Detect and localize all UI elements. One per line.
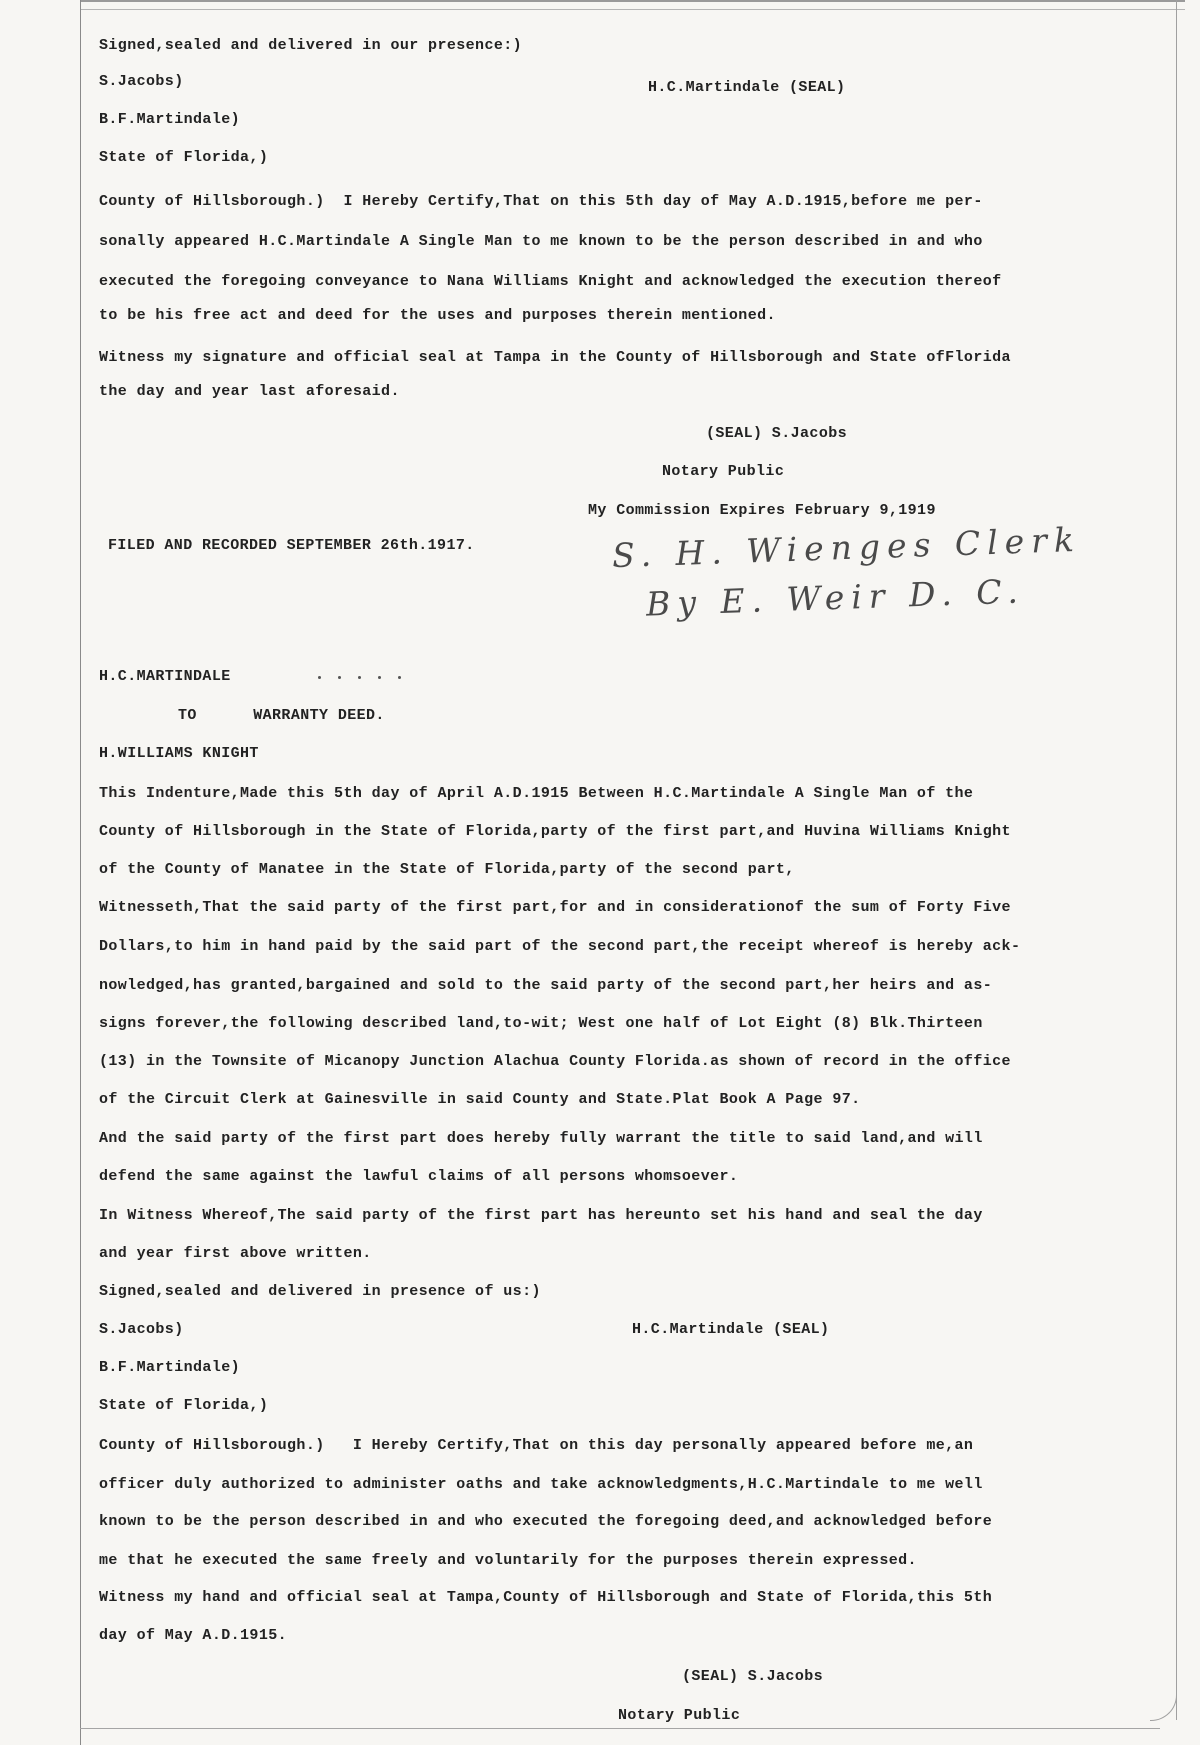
grantor-signature: H.C.Martindale (SEAL) — [632, 1321, 830, 1338]
deed-body-line: Dollars,to him in hand paid by the said part of the second part,the receipt whereof is hereby ack- — [99, 938, 1021, 955]
signed-sealed-line: Signed,sealed and delivered in our presence:) — [99, 37, 523, 54]
deed-body-line: nowledged,has granted,bargained and sold to the said party of the second part,her heirs and as- — [99, 977, 993, 994]
witness-1: S.Jacobs) — [99, 1321, 184, 1338]
filed-and-recorded: FILED AND RECORDED SEPTEMBER 26th.1917. — [108, 537, 475, 554]
state-line: State of Florida,) — [99, 149, 269, 166]
deed-heading-grantee: H.WILLIAMS KNIGHT — [99, 745, 259, 762]
certificate-line-2: sonally appeared H.C.Martindale A Single Man to me known to be the person described in and who — [99, 233, 983, 250]
clerk-signature: S. H. Wienges Clerk — [611, 519, 1082, 576]
deed-body-line: Witnesseth,That the said party of the first part,for and in considerationof the sum of Forty Five — [99, 899, 1011, 916]
page-corner-curl — [1150, 1690, 1177, 1721]
deed-heading-grantor: H.C.MARTINDALE — [99, 668, 231, 685]
certificate-line-3: executed the foregoing conveyance to Nana Williams Knight and acknowledged the execution thereof — [99, 273, 1002, 290]
deed-body-line: And the said party of the first part does hereby fully warrant the title to said land,and will — [99, 1130, 983, 1147]
certificate-line-4: to be his free act and deed for the uses and purposes therein mentioned. — [99, 307, 776, 324]
notary-title: Notary Public — [618, 1707, 741, 1724]
certificate-line: County of Hillsborough.) I Hereby Certify,That on this day personally appeared before me,an — [99, 1437, 974, 1454]
deed-body-line: This Indenture,Made this 5th day of April A.D.1915 Between H.C.Martindale A Single Man of the — [99, 785, 974, 802]
commission-expiry: My Commission Expires February 9,1919 — [588, 502, 936, 519]
witness-1: S.Jacobs) — [99, 73, 184, 90]
witness-2: B.F.Martindale) — [99, 111, 241, 128]
deed-body-line: defend the same against the lawful claims of all persons whomsoever. — [99, 1168, 739, 1185]
deed-body-line: (13) in the Townsite of Micanopy Junction Alachua County Florida.as shown of record in the office — [99, 1053, 1011, 1070]
notary-seal: (SEAL) S.Jacobs — [706, 425, 848, 442]
certificate-line-5: Witness my signature and official seal at Tampa in the County of Hillsborough and State ofFlorida — [99, 349, 1011, 366]
page-top-rule-secondary — [80, 9, 1185, 10]
certificate-line-1: County of Hillsborough.) I Hereby Certify,That on this 5th day of May A.D.1915,before me per- — [99, 193, 983, 210]
deed-body-line: Signed,sealed and delivered in presence of us:) — [99, 1283, 541, 1300]
certificate-line: officer duly authorized to administer oaths and take acknowledgments,H.C.Martindale to me well — [99, 1476, 983, 1493]
deed-body-line: County of Hillsborough in the State of Florida,party of the first part,and Huvina Williams Knight — [99, 823, 1011, 840]
grantor-signature: H.C.Martindale (SEAL) — [648, 79, 846, 96]
deed-body-line: and year first above written. — [99, 1245, 372, 1262]
deed-body-line: of the County of Manatee in the State of Florida,party of the second part, — [99, 861, 795, 878]
deputy-clerk-signature: By E. Weir D. C. — [645, 571, 1026, 624]
page-margin-rule — [80, 0, 81, 1745]
deed-body-line: signs forever,the following described land,to-wit; West one half of Lot Eight (8) Blk.Thirteen — [99, 1015, 983, 1032]
certificate-line: me that he executed the same freely and voluntarily for the purposes therein expressed. — [99, 1552, 917, 1569]
certificate-line: known to be the person described in and who executed the foregoing deed,and acknowledged before — [99, 1513, 993, 1530]
certificate-line: day of May A.D.1915. — [99, 1627, 288, 1644]
witness-2: B.F.Martindale) — [99, 1359, 241, 1376]
notary-seal: (SEAL) S.Jacobs — [682, 1668, 824, 1685]
deed-body-line: In Witness Whereof,The said party of the first part has hereunto set his hand and seal the day — [99, 1207, 983, 1224]
state-line: State of Florida,) — [99, 1397, 269, 1414]
page-top-rule — [80, 0, 1185, 2]
certificate-line-6: the day and year last aforesaid. — [99, 383, 400, 400]
deed-heading-type: TO WARRANTY DEED. — [178, 707, 385, 724]
deed-body-line: of the Circuit Clerk at Gainesville in said County and State.Plat Book A Page 97. — [99, 1091, 861, 1108]
certificate-line: Witness my hand and official seal at Tampa,County of Hillsborough and State of Florida,this 5th — [99, 1589, 993, 1606]
notary-title: Notary Public — [662, 463, 785, 480]
page-right-rule — [1176, 0, 1177, 1720]
page-bottom-rule — [80, 1728, 1160, 1729]
